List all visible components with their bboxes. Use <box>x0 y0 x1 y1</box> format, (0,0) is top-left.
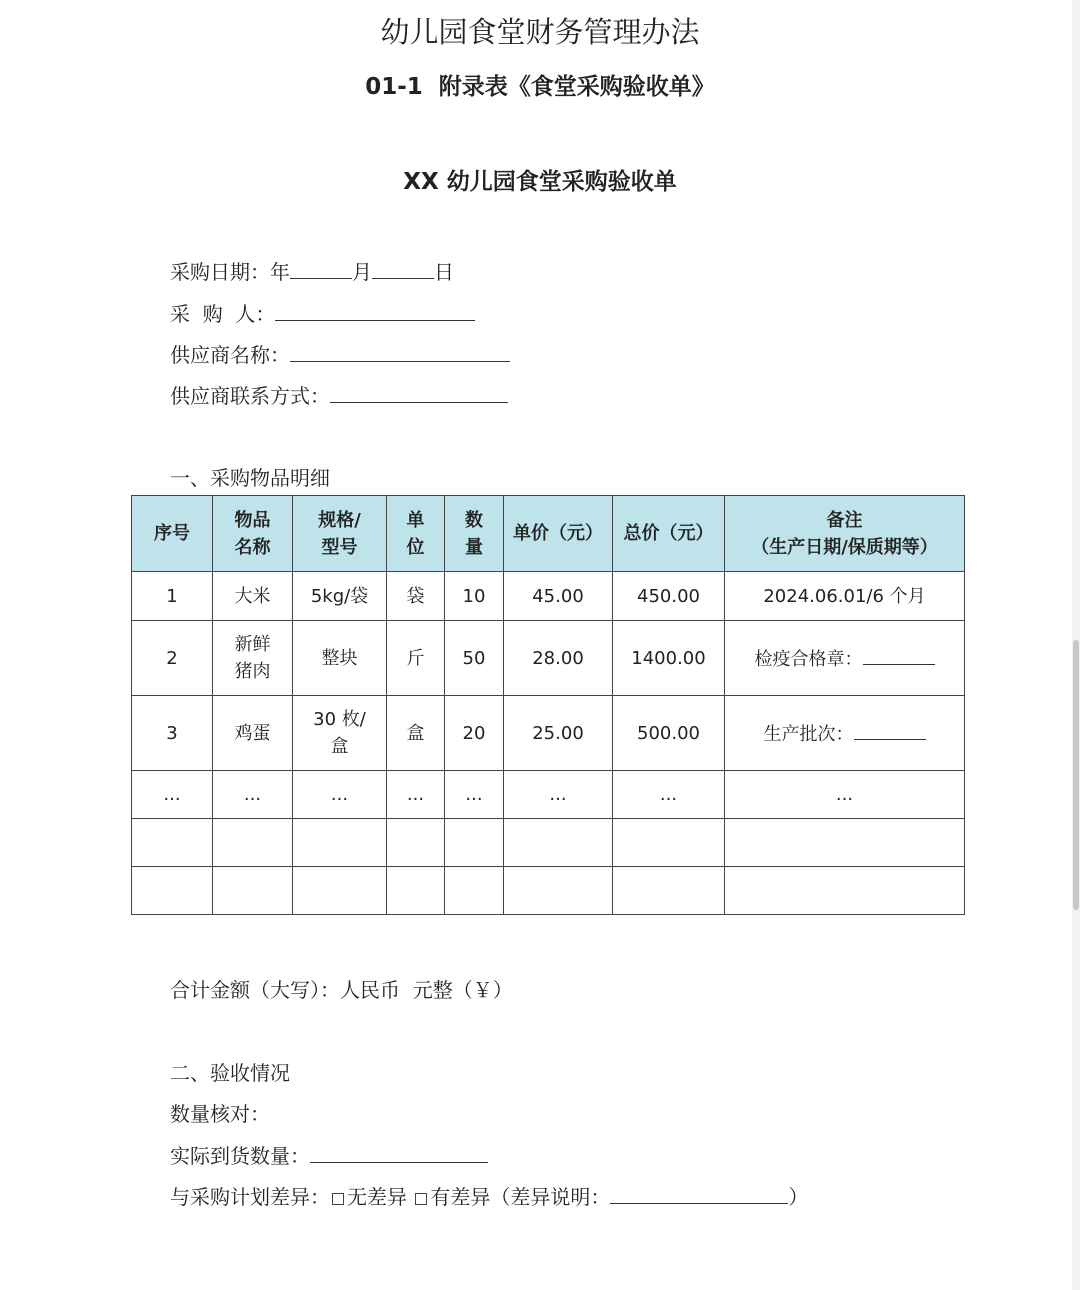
col-header-unit-price: 单价（元） <box>504 496 613 572</box>
table-header-row <box>132 496 965 572</box>
actual-quantity-label: 实际到货数量： <box>170 1144 310 1168</box>
document-title: 幼儿园食堂财务管理办法 <box>380 15 700 49</box>
cell-empty[interactable] <box>504 867 613 915</box>
cell-total[interactable]: 450.00 <box>613 572 725 621</box>
buyer-label: 采 购 人： <box>170 302 276 326</box>
cell-name[interactable]: 新鲜 猪肉 <box>213 621 293 696</box>
cell-empty[interactable] <box>293 867 387 915</box>
cell-note[interactable]: 生产批次： <box>725 696 965 771</box>
cell-no[interactable]: 2 <box>132 621 213 696</box>
supplier-contact-blank[interactable] <box>330 382 508 403</box>
difference-close-paren: ） <box>788 1185 809 1209</box>
cell-total[interactable]: ... <box>613 771 725 819</box>
table-row <box>132 696 965 771</box>
supplier-name-field <box>170 339 510 368</box>
cell-empty[interactable] <box>132 819 213 867</box>
cell-note[interactable]: 检疫合格章： <box>725 621 965 696</box>
day-label: 日 <box>434 260 454 284</box>
cell-qty[interactable]: ... <box>445 771 504 819</box>
section-inspection: 二、验收情况 <box>170 1061 290 1085</box>
cell-name[interactable]: 大米 <box>213 572 293 621</box>
cell-price[interactable]: ... <box>504 771 613 819</box>
supplier-name-blank[interactable] <box>290 341 510 362</box>
cell-empty[interactable] <box>504 819 613 867</box>
cell-no[interactable]: 1 <box>132 572 213 621</box>
cell-unit[interactable]: ... <box>387 771 445 819</box>
cell-empty[interactable] <box>293 819 387 867</box>
quarantine-stamp-blank[interactable] <box>863 644 935 665</box>
table-row-empty <box>132 819 965 867</box>
purchase-date-field <box>170 256 454 285</box>
cell-no[interactable]: ... <box>132 771 213 819</box>
cell-name[interactable]: 鸡蛋 <box>213 696 293 771</box>
cell-empty[interactable] <box>725 867 965 915</box>
cell-unit[interactable]: 斤 <box>387 621 445 696</box>
cell-no[interactable]: 3 <box>132 696 213 771</box>
actual-quantity-blank[interactable] <box>310 1142 488 1163</box>
quantity-check-label: 数量核对： <box>170 1102 270 1126</box>
cell-qty[interactable]: 20 <box>445 696 504 771</box>
cell-empty[interactable] <box>213 867 293 915</box>
purchase-items-table <box>131 495 965 915</box>
cell-unit[interactable]: 袋 <box>387 572 445 621</box>
table-row <box>132 621 965 696</box>
plan-difference-field <box>170 1181 808 1210</box>
supplier-name-label: 供应商名称： <box>170 343 290 367</box>
table-row <box>132 771 965 819</box>
appendix-name: 附录表《食堂采购验收单》 <box>438 74 715 100</box>
buyer-blank[interactable] <box>275 300 475 321</box>
cell-spec[interactable]: 整块 <box>293 621 387 696</box>
year-label: 年 <box>270 260 290 284</box>
difference-note-blank[interactable] <box>610 1183 788 1204</box>
table-row <box>132 572 965 621</box>
col-header-no: 序号 <box>132 496 213 572</box>
table-row-empty <box>132 867 965 915</box>
cell-empty[interactable] <box>387 819 445 867</box>
cell-empty[interactable] <box>213 819 293 867</box>
total-amount-label: 合计金额（大写）：人民币 元整（￥） <box>170 978 513 1002</box>
supplier-contact-field <box>170 380 508 409</box>
col-header-name: 物品 名称 <box>213 496 293 572</box>
col-header-spec: 规格/ 型号 <box>293 496 387 572</box>
appendix-code: 01-1 <box>365 74 423 100</box>
cell-note[interactable]: ... <box>725 771 965 819</box>
cell-unit[interactable]: 盒 <box>387 696 445 771</box>
cell-qty[interactable]: 10 <box>445 572 504 621</box>
cell-empty[interactable] <box>132 867 213 915</box>
cell-name[interactable]: ... <box>213 771 293 819</box>
scrollbar-thumb[interactable] <box>1073 640 1079 910</box>
cell-price[interactable]: 45.00 <box>504 572 613 621</box>
supplier-contact-label: 供应商联系方式： <box>170 384 330 408</box>
month-label: 月 <box>352 260 372 284</box>
has-difference-checkbox[interactable] <box>415 1193 427 1205</box>
cell-empty[interactable] <box>445 867 504 915</box>
cell-spec[interactable]: 5kg/袋 <box>293 572 387 621</box>
cell-total[interactable]: 500.00 <box>613 696 725 771</box>
has-difference-label: 有差异（差异说明： <box>430 1185 611 1209</box>
col-header-total-price: 总价（元） <box>613 496 725 572</box>
cell-price[interactable]: 25.00 <box>504 696 613 771</box>
section-purchase-details: 一、采购物品明细 <box>170 466 330 490</box>
col-header-unit: 单 位 <box>387 496 445 572</box>
appendix-subtitle <box>0 68 1080 101</box>
no-difference-checkbox[interactable] <box>332 1193 344 1205</box>
col-header-remarks: 备注 （生产日期/保质期等） <box>725 496 965 572</box>
cell-empty[interactable] <box>613 867 725 915</box>
cell-total[interactable]: 1400.00 <box>613 621 725 696</box>
month-blank[interactable] <box>290 258 352 279</box>
cell-empty[interactable] <box>613 819 725 867</box>
cell-price[interactable]: 28.00 <box>504 621 613 696</box>
no-difference-label: 无差异 <box>347 1185 407 1209</box>
batch-number-blank[interactable] <box>854 719 926 740</box>
cell-empty[interactable] <box>725 819 965 867</box>
cell-qty[interactable]: 50 <box>445 621 504 696</box>
day-blank[interactable] <box>372 258 434 279</box>
plan-difference-label: 与采购计划差异： <box>170 1185 330 1209</box>
cell-empty[interactable] <box>445 819 504 867</box>
cell-spec[interactable]: ... <box>293 771 387 819</box>
cell-note[interactable]: 2024.06.01/6 个月 <box>725 572 965 621</box>
col-header-qty: 数 量 <box>445 496 504 572</box>
form-title: XX 幼儿园食堂采购验收单 <box>403 169 677 195</box>
purchase-date-label: 采购日期： <box>170 260 270 284</box>
cell-spec[interactable]: 30 枚/ 盒 <box>293 696 387 771</box>
cell-empty[interactable] <box>387 867 445 915</box>
actual-quantity-field <box>170 1140 488 1169</box>
buyer-field <box>170 298 475 327</box>
